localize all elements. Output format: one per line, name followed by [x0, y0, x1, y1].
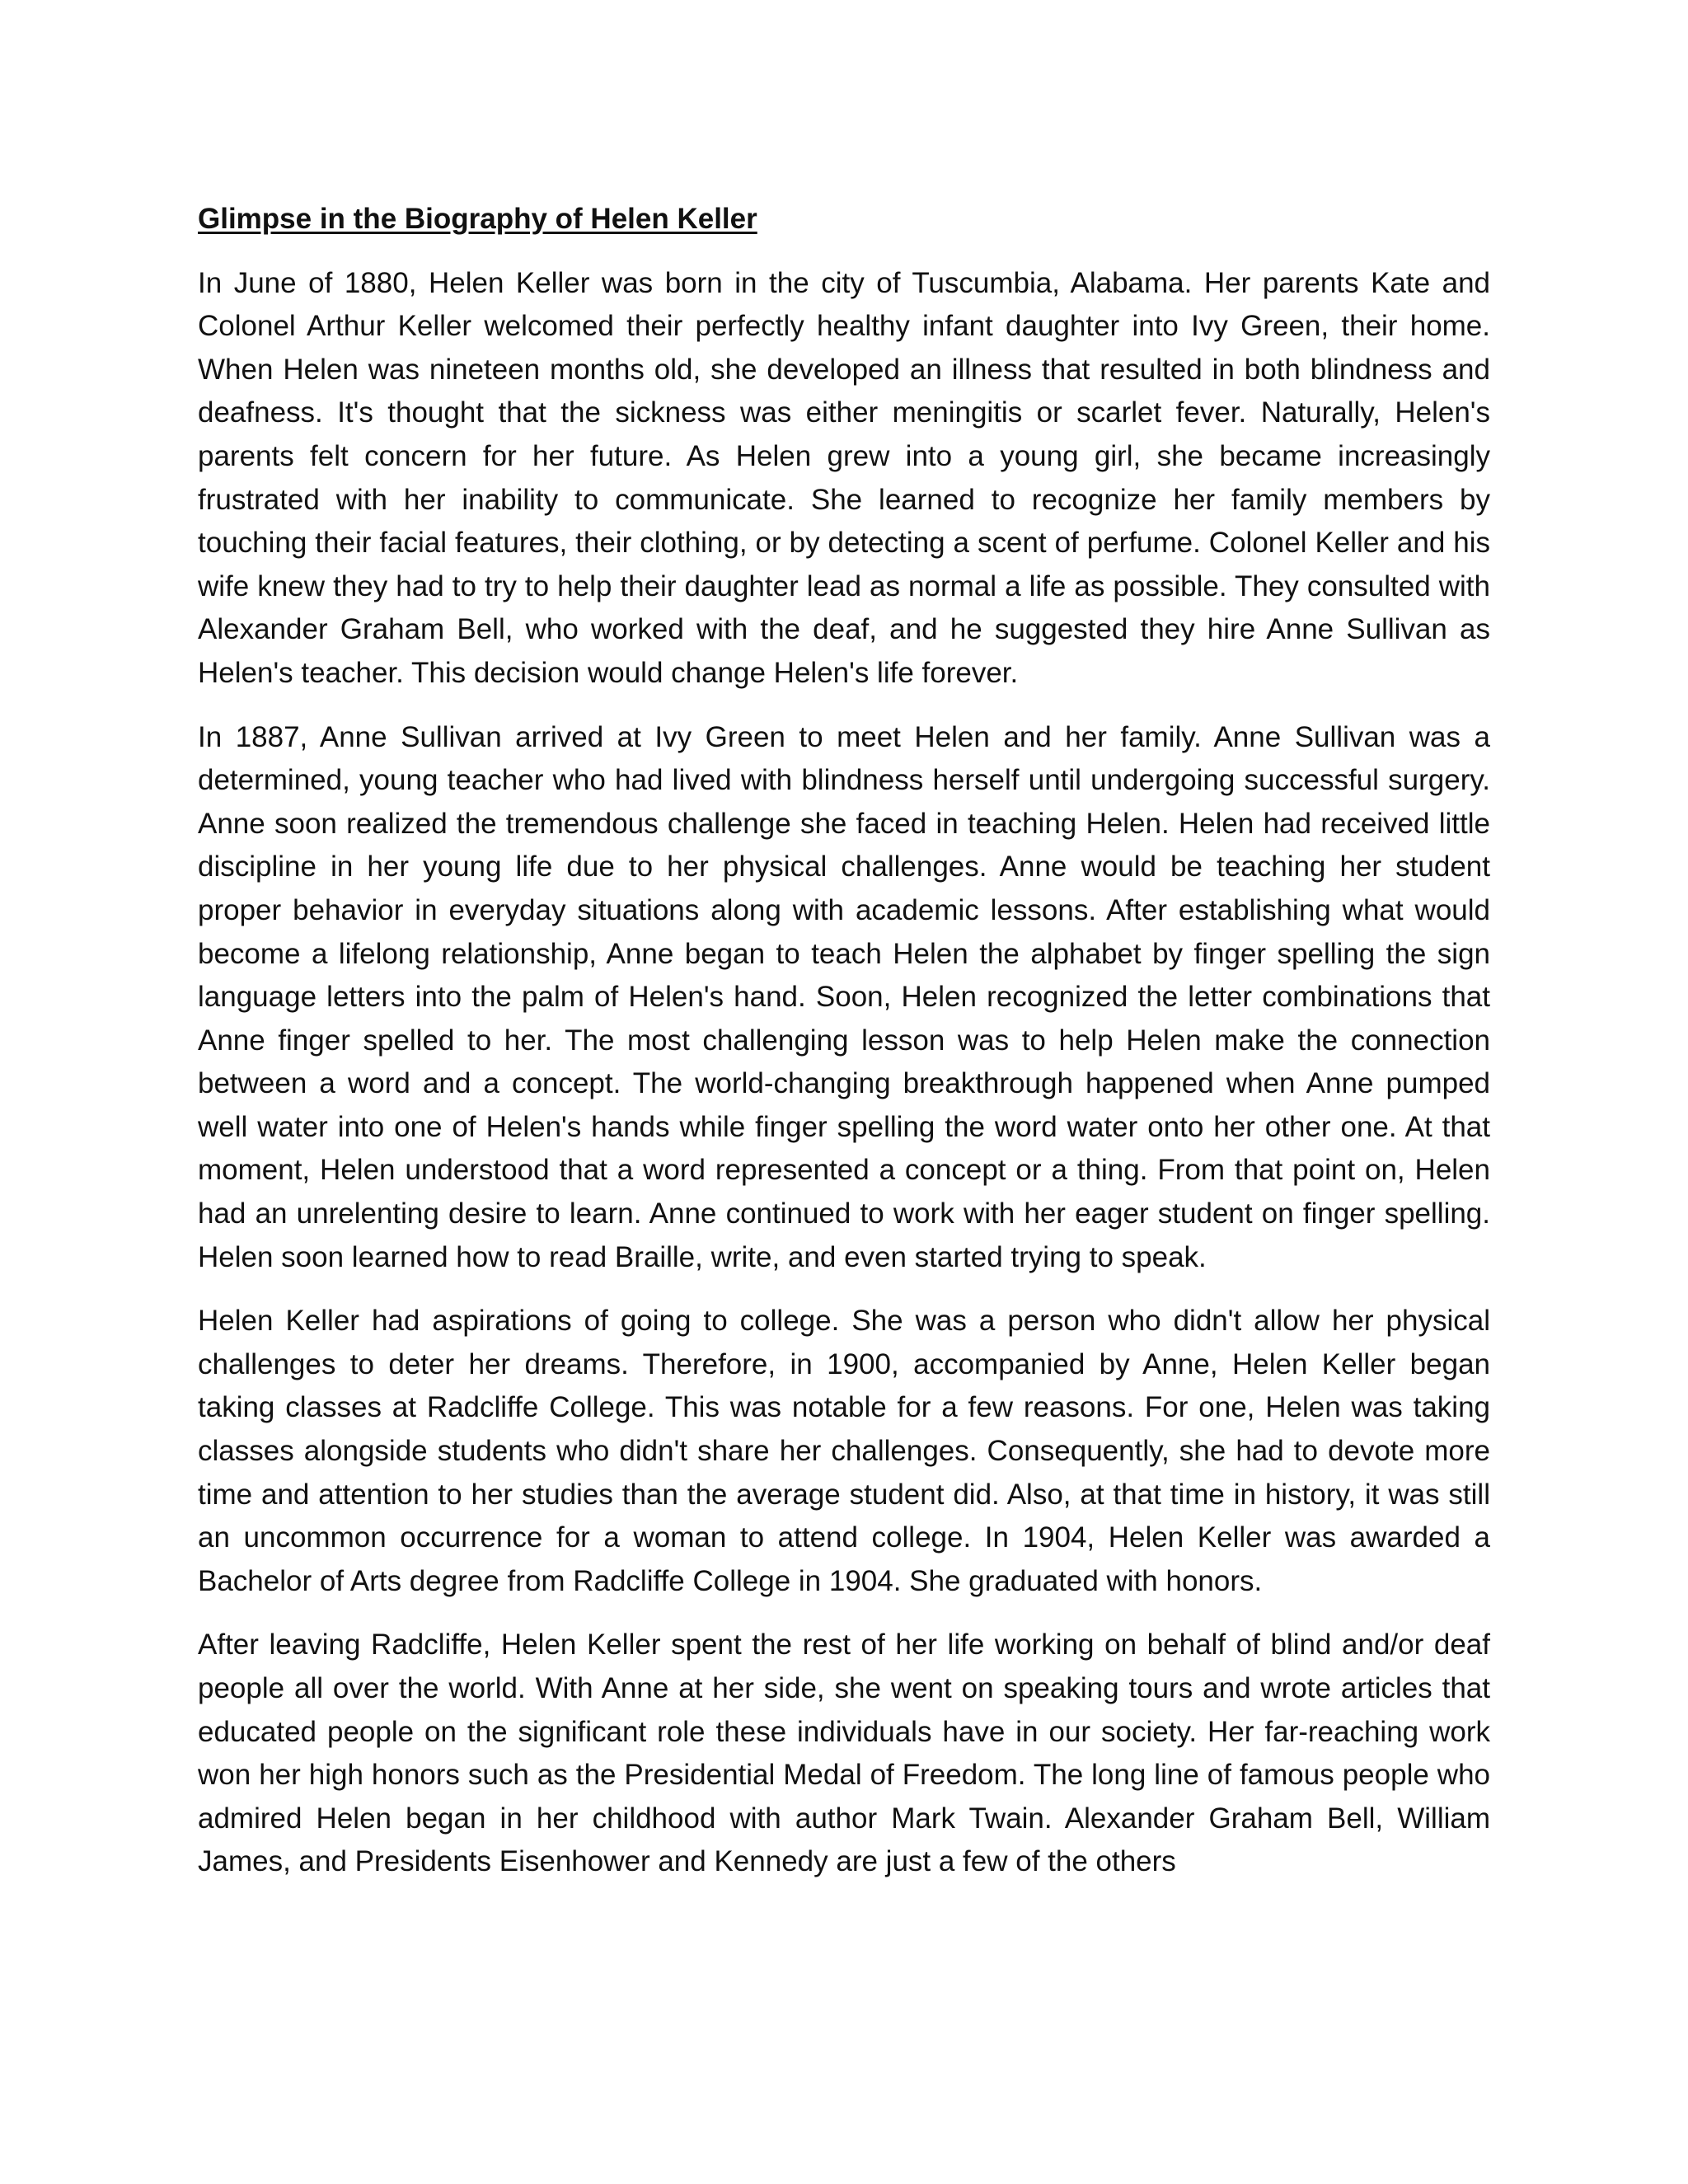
document-page — [198, 198, 1490, 1905]
paragraph-later-life: After leaving Radcliffe, Helen Keller spent the rest of her life working on behalf of blind and/or deaf people all over the world. With Anne at her side, she went on speaking tours and wrote articles that educated people on the significant role these individuals have in our society. Her far-reaching work won her high honors such as the Presidential Medal of Freedom. The long line of famous people who admired Helen began in her childhood with author Mark Twain. Alexander Graham Bell, William James, and Presidents Eisenhower and Kennedy are just a few of the others — [198, 1629, 1490, 1878]
paragraph-college: Helen Keller had aspirations of going to college. She was a person who didn't allow her physical challenges to deter her dreams. Therefore, in 1900, accompanied by Anne, Helen Keller began taking classes at Radcliffe College. This was notable for a few reasons. For one, Helen was taking classes alongside students who didn't share her challenges. Consequently, she had to devote more time and attention to her studies than the average student did. Also, at that time in history, it was still an uncommon occurrence for a woman to attend college. In 1904, Helen Keller was awarded a Bachelor of Arts degree from Radcliffe College in 1904. She graduated with honors. — [198, 1305, 1490, 1597]
document-title: Glimpse in the Biography of Helen Keller — [198, 203, 757, 235]
paragraph-birth: In June of 1880, Helen Keller was born in the city of Tuscumbia, Alabama. Her parents Kate and Colonel Arthur Keller welcomed their perfectly healthy infant daughter into Ivy Green, their home. When Helen was nineteen months old, she developed an illness that resulted in both blindness and deafness. It's thought that the sickness was either meningitis or scarlet fever. Naturally, Helen's parents felt concern for her future. As Helen grew into a young girl, she became increasingly frustrated with her inability to communicate. She learned to recognize her family members by touching their facial features, their clothing, or by detecting a scent of perfume. Colonel Keller and his wife knew they had to try to help their daughter lead as normal a life as possible. They consulted with Alexander Graham Bell, who worked with the deaf, and he suggested they hire Anne Sullivan as Helen's teacher. This decision would change Helen's life forever. — [198, 266, 1490, 689]
paragraph-anne-sullivan: In 1887, Anne Sullivan arrived at Ivy Green to meet Helen and her family. Anne Sullivan was a determined, young teacher who had lived with blindness herself until undergoing successful surgery. Anne soon realized the tremendous challenge she faced in teaching Helen. Helen had received little discipline in her young life due to her physical challenges. Anne would be teaching her student proper behavior in everyday situations along with academic lessons. After establishing what would become a lifelong relationship, Anne began to teach Helen the alphabet by finger spelling the sign language letters into the palm of Helen's hand. Soon, Helen recognized the letter combinations that Anne finger spelled to her. The most challenging lesson was to help Helen make the connection between a word and a concept. The world-changing breakthrough happened when Anne pumped well water into one of Helen's hands while finger spelling the word water onto her other one. At that moment, Helen understood that a word represented a concept or a thing. From that point on, Helen had an unrelenting desire to learn. Anne continued to work with her eager student on finger spelling. Helen soon learned how to read Braille, write, and even started trying to speak. — [198, 720, 1490, 1273]
